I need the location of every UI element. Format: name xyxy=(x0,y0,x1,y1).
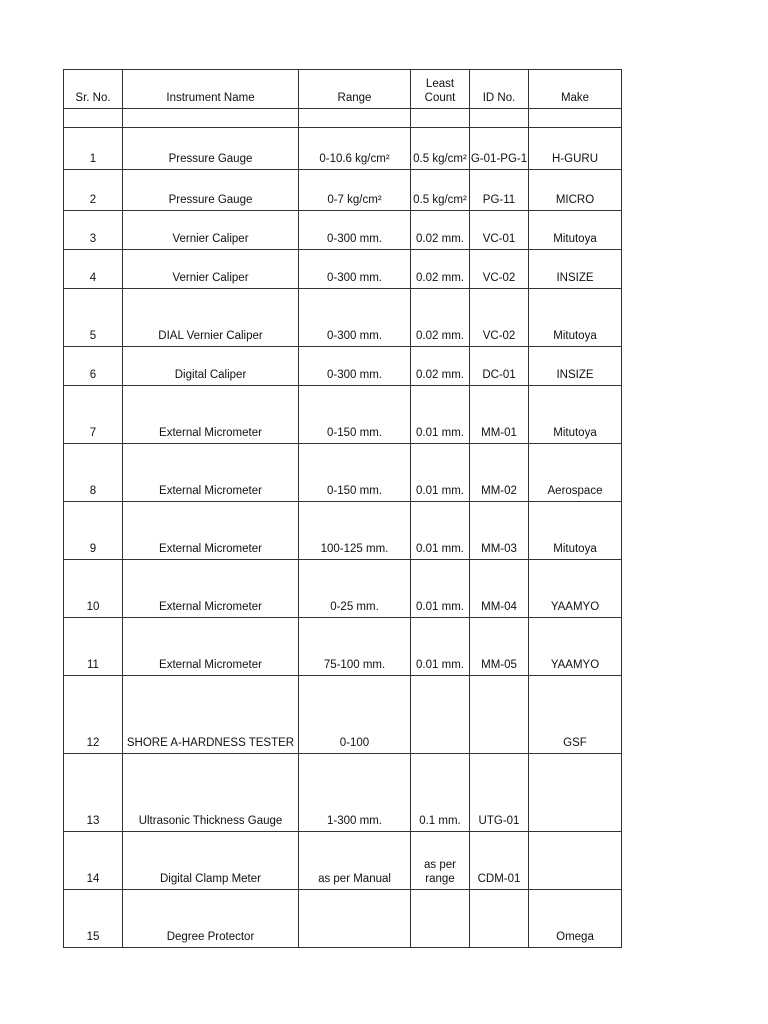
header-id-no: ID No. xyxy=(470,70,529,109)
header-sr-no: Sr. No. xyxy=(64,70,123,109)
table-row xyxy=(64,128,622,170)
id-no-cell: MM-05 xyxy=(470,618,529,676)
table-row xyxy=(64,386,622,444)
least-count-cell: 0.01 mm. xyxy=(411,560,470,618)
instrument-name-cell: Pressure Gauge xyxy=(123,170,299,211)
instrument-name-cell: Vernier Caliper xyxy=(123,250,299,289)
least-count-cell: 0.02 mm. xyxy=(411,289,470,347)
range-cell: 75-100 mm. xyxy=(299,618,411,676)
range-cell: 1-300 mm. xyxy=(299,754,411,832)
instrument-name-cell: External Micrometer xyxy=(123,618,299,676)
instrument-name-cell: Digital Clamp Meter xyxy=(123,832,299,890)
id-no-cell: MM-01 xyxy=(470,386,529,444)
instrument-table xyxy=(63,69,622,948)
make-cell: Mitutoya xyxy=(529,211,622,250)
sr-no-cell: 7 xyxy=(64,386,123,444)
least-count-cell: 0.01 mm. xyxy=(411,444,470,502)
make-cell: Omega xyxy=(529,890,622,948)
instrument-name-cell: External Micrometer xyxy=(123,386,299,444)
least-count-cell: 0.1 mm. xyxy=(411,754,470,832)
instrument-name-cell: Digital Caliper xyxy=(123,347,299,386)
least-count-cell xyxy=(411,676,470,754)
header-least-count: Least Count xyxy=(411,70,470,109)
least-count-cell: 0.5 kg/cm² xyxy=(411,128,470,170)
table-row xyxy=(64,676,622,754)
range-cell: 0-300 mm. xyxy=(299,289,411,347)
id-no-cell xyxy=(470,890,529,948)
least-count-cell: 0.01 mm. xyxy=(411,386,470,444)
make-cell: Mitutoya xyxy=(529,289,622,347)
make-cell: Aerospace xyxy=(529,444,622,502)
instrument-name-cell: Vernier Caliper xyxy=(123,211,299,250)
range-cell xyxy=(299,890,411,948)
instrument-name-cell: DIAL Vernier Caliper xyxy=(123,289,299,347)
least-count-cell: 0.5 kg/cm² xyxy=(411,170,470,211)
least-count-cell xyxy=(411,890,470,948)
range-cell: 0-100 xyxy=(299,676,411,754)
id-no-cell: DC-01 xyxy=(470,347,529,386)
table-row xyxy=(64,618,622,676)
sr-no-cell: 10 xyxy=(64,560,123,618)
make-cell: YAAMYO xyxy=(529,560,622,618)
instrument-name-cell: Ultrasonic Thickness Gauge xyxy=(123,754,299,832)
table-row xyxy=(64,289,622,347)
sr-no-cell: 9 xyxy=(64,502,123,560)
range-cell: 0-10.6 kg/cm² xyxy=(299,128,411,170)
table-row xyxy=(64,444,622,502)
id-no-cell: CDM-01 xyxy=(470,832,529,890)
range-cell: 100-125 mm. xyxy=(299,502,411,560)
make-cell: INSIZE xyxy=(529,347,622,386)
id-no-cell: MM-03 xyxy=(470,502,529,560)
range-cell: 0-150 mm. xyxy=(299,386,411,444)
sr-no-cell: 11 xyxy=(64,618,123,676)
instrument-name-cell: SHORE A-HARDNESS TESTER xyxy=(123,676,299,754)
range-cell: 0-300 mm. xyxy=(299,250,411,289)
instrument-name-cell: Pressure Gauge xyxy=(123,128,299,170)
sr-no-cell: 1 xyxy=(64,128,123,170)
instrument-name-cell: External Micrometer xyxy=(123,560,299,618)
make-cell: MICRO xyxy=(529,170,622,211)
least-count-cell: 0.01 mm. xyxy=(411,502,470,560)
header-range: Range xyxy=(299,70,411,109)
table-row xyxy=(64,560,622,618)
header-row xyxy=(64,70,622,109)
table-row xyxy=(64,832,622,890)
least-count-cell: 0.01 mm. xyxy=(411,618,470,676)
make-cell: H-GURU xyxy=(529,128,622,170)
instrument-name-cell: External Micrometer xyxy=(123,502,299,560)
range-cell: 0-7 kg/cm² xyxy=(299,170,411,211)
table-row xyxy=(64,250,622,289)
instrument-name-cell: External Micrometer xyxy=(123,444,299,502)
range-cell: 0-150 mm. xyxy=(299,444,411,502)
id-no-cell xyxy=(470,676,529,754)
least-count-cell: as per range xyxy=(411,832,470,890)
id-no-cell: MM-02 xyxy=(470,444,529,502)
least-count-cell: 0.02 mm. xyxy=(411,250,470,289)
least-count-cell: 0.02 mm. xyxy=(411,347,470,386)
header-instrument-name: Instrument Name xyxy=(123,70,299,109)
table-row xyxy=(64,347,622,386)
range-cell: 0-300 mm. xyxy=(299,347,411,386)
blank-row xyxy=(64,109,622,128)
id-no-cell: VC-02 xyxy=(470,250,529,289)
sr-no-cell: 12 xyxy=(64,676,123,754)
make-cell xyxy=(529,754,622,832)
range-cell: 0-25 mm. xyxy=(299,560,411,618)
make-cell xyxy=(529,832,622,890)
sr-no-cell: 8 xyxy=(64,444,123,502)
instrument-name-cell: Degree Protector xyxy=(123,890,299,948)
range-cell: as per Manual xyxy=(299,832,411,890)
table-row xyxy=(64,890,622,948)
table-row xyxy=(64,502,622,560)
table-row xyxy=(64,754,622,832)
id-no-cell: MM-04 xyxy=(470,560,529,618)
sr-no-cell: 6 xyxy=(64,347,123,386)
table-row xyxy=(64,170,622,211)
make-cell: Mitutoya xyxy=(529,386,622,444)
id-no-cell: UTG-01 xyxy=(470,754,529,832)
sr-no-cell: 4 xyxy=(64,250,123,289)
header-make: Make xyxy=(529,70,622,109)
make-cell: Mitutoya xyxy=(529,502,622,560)
sr-no-cell: 5 xyxy=(64,289,123,347)
table-row xyxy=(64,211,622,250)
sr-no-cell: 14 xyxy=(64,832,123,890)
id-no-cell: G-01-PG-1 xyxy=(470,128,529,170)
id-no-cell: VC-01 xyxy=(470,211,529,250)
least-count-cell: 0.02 mm. xyxy=(411,211,470,250)
sr-no-cell: 3 xyxy=(64,211,123,250)
make-cell: INSIZE xyxy=(529,250,622,289)
range-cell: 0-300 mm. xyxy=(299,211,411,250)
sr-no-cell: 2 xyxy=(64,170,123,211)
sr-no-cell: 15 xyxy=(64,890,123,948)
make-cell: YAAMYO xyxy=(529,618,622,676)
id-no-cell: VC-02 xyxy=(470,289,529,347)
sr-no-cell: 13 xyxy=(64,754,123,832)
make-cell: GSF xyxy=(529,676,622,754)
id-no-cell: PG-11 xyxy=(470,170,529,211)
